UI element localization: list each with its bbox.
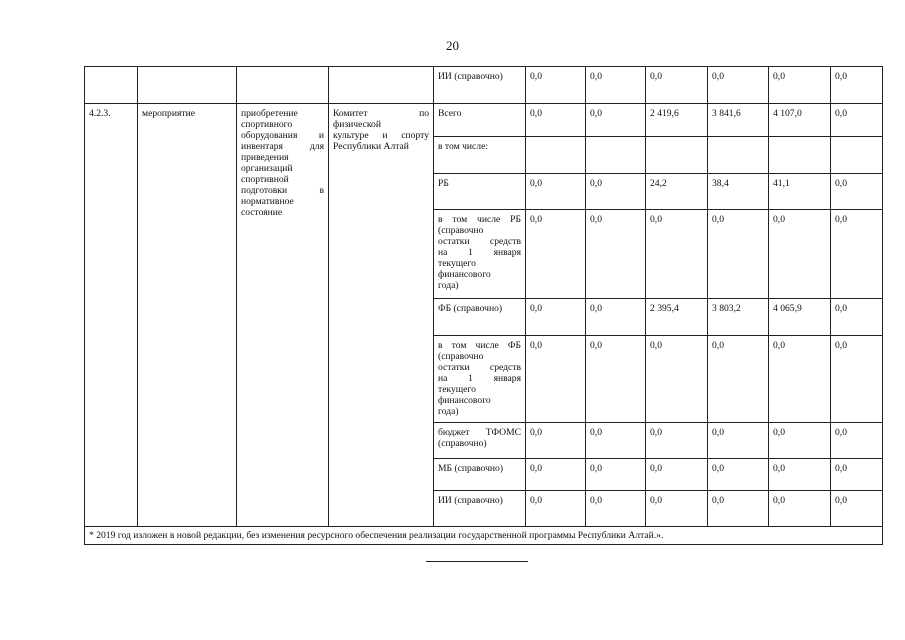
value-cell	[769, 137, 831, 174]
value-cell: 0,0	[708, 423, 769, 459]
table-body	[85, 67, 883, 545]
item-name-line: приобретение	[241, 108, 298, 119]
value-cell: 0,0	[831, 336, 883, 423]
value-cell: 2 419,6	[646, 104, 708, 137]
source-cell-line: (справочно	[438, 225, 484, 236]
value-cell: 0,0	[708, 459, 769, 491]
value-cell: 2 395,4	[646, 299, 708, 336]
source-cell	[434, 459, 526, 491]
value-cell	[526, 137, 586, 174]
source-cell	[434, 137, 526, 174]
item-executor	[329, 104, 434, 527]
value-cell: 0,0	[586, 67, 646, 104]
item-name-line: нормативное	[241, 196, 294, 207]
value-cell: 0,0	[526, 423, 586, 459]
source-cell-line: в том числе РБ	[438, 214, 521, 225]
source-cell-line: в том числе:	[438, 141, 489, 152]
value-cell: 0,0	[526, 210, 586, 299]
source-cell	[434, 423, 526, 459]
value-cell: 0,0	[646, 491, 708, 527]
value-cell: 41,1	[769, 174, 831, 210]
source-cell	[434, 174, 526, 210]
source-cell-line: на 1 января	[438, 373, 521, 384]
value-cell: 4 107,0	[769, 104, 831, 137]
source-cell-line: финансового	[438, 269, 491, 280]
source-cell-line: остатки средств	[438, 236, 521, 247]
value-cell: 0,0	[526, 491, 586, 527]
source-cell-line: на 1 января	[438, 247, 521, 258]
value-cell: 0,0	[831, 67, 883, 104]
source-cell-line: текущего	[438, 258, 476, 269]
value-cell: 3 803,2	[708, 299, 769, 336]
item-name-line: спортивной	[241, 174, 289, 185]
item-name	[237, 104, 329, 527]
value-cell: 0,0	[586, 174, 646, 210]
value-cell: 0,0	[646, 423, 708, 459]
value-cell: 0,0	[646, 210, 708, 299]
value-cell: 38,4	[708, 174, 769, 210]
source-cell-line: (справочно	[438, 351, 484, 362]
value-cell: 0,0	[646, 336, 708, 423]
value-cell: 0,0	[769, 67, 831, 104]
item-name-line: инвентаря для	[241, 141, 324, 152]
funding-table	[84, 66, 883, 545]
value-cell: 0,0	[586, 459, 646, 491]
value-cell: 0,0	[526, 67, 586, 104]
value-cell: 0,0	[708, 67, 769, 104]
source-cell	[434, 336, 526, 423]
value-cell: 0,0	[708, 210, 769, 299]
value-cell: 4 065,9	[769, 299, 831, 336]
item-name-line: организаций	[241, 163, 293, 174]
value-cell	[708, 137, 769, 174]
value-cell: 0,0	[769, 423, 831, 459]
value-cell: 0,0	[586, 299, 646, 336]
value-cell: 0,0	[769, 210, 831, 299]
item-type: мероприятие	[138, 104, 237, 527]
source-cell-line: ИИ (справочно)	[438, 495, 503, 506]
value-cell: 0,0	[646, 67, 708, 104]
table-row	[85, 104, 883, 137]
source-cell: ИИ (справочно)	[434, 67, 526, 104]
source-cell-line: МБ (справочно)	[438, 463, 504, 474]
source-cell	[434, 104, 526, 137]
value-cell	[646, 137, 708, 174]
value-cell: 0,0	[831, 104, 883, 137]
value-cell: 0,0	[586, 210, 646, 299]
footnote: * 2019 год изложен в новой редакции, без изменения ресурсного обеспечения реализации государственной программы Республики Алтай.».	[85, 527, 883, 545]
value-cell: 0,0	[769, 491, 831, 527]
source-cell-line: финансового	[438, 395, 491, 406]
source-cell	[434, 491, 526, 527]
value-cell: 0,0	[526, 104, 586, 137]
source-cell-line: Всего	[438, 108, 462, 119]
value-cell: 0,0	[831, 210, 883, 299]
source-cell	[434, 299, 526, 336]
source-cell-line: остатки средств	[438, 362, 521, 373]
source-cell-line: РБ	[438, 178, 449, 189]
value-cell: 24,2	[646, 174, 708, 210]
value-cell: 0,0	[831, 423, 883, 459]
item-executor-line: Комитет по	[333, 108, 429, 119]
empty-cell	[85, 67, 138, 104]
item-executor-line: культуре и спорту	[333, 130, 429, 141]
value-cell: 0,0	[831, 174, 883, 210]
value-cell: 0,0	[769, 459, 831, 491]
item-executor-line: физической	[333, 119, 381, 130]
value-cell: 0,0	[708, 336, 769, 423]
value-cell: 0,0	[526, 174, 586, 210]
value-cell: 0,0	[526, 459, 586, 491]
source-cell-line: года)	[438, 406, 459, 417]
item-executor-line: Республики Алтай	[333, 141, 409, 152]
item-name-line: приведения	[241, 152, 289, 163]
empty-cell	[237, 67, 329, 104]
value-cell: 0,0	[831, 299, 883, 336]
source-cell-line: в том числе ФБ	[438, 340, 521, 351]
end-line	[426, 561, 528, 562]
item-name-line: спортивного	[241, 119, 293, 130]
value-cell: 0,0	[586, 104, 646, 137]
value-cell: 0,0	[586, 491, 646, 527]
footnote-row	[85, 527, 883, 545]
item-name-line: состояние	[241, 207, 283, 218]
value-cell	[586, 137, 646, 174]
source-cell-line: бюджет ТФОМС	[438, 427, 521, 438]
value-cell: 0,0	[526, 336, 586, 423]
table-row	[85, 67, 883, 104]
empty-cell	[329, 67, 434, 104]
source-cell-line: (справочно)	[438, 438, 487, 449]
value-cell: 0,0	[831, 459, 883, 491]
value-cell: 0,0	[586, 336, 646, 423]
value-cell: 3 841,6	[708, 104, 769, 137]
empty-cell	[138, 67, 237, 104]
value-cell: 0,0	[526, 299, 586, 336]
page-number: 20	[446, 38, 459, 53]
value-cell: 0,0	[708, 491, 769, 527]
value-cell	[831, 137, 883, 174]
source-cell	[434, 210, 526, 299]
value-cell: 0,0	[646, 459, 708, 491]
value-cell: 0,0	[831, 491, 883, 527]
item-name-line: подготовки в	[241, 185, 324, 196]
source-cell-line: ФБ (справочно)	[438, 303, 503, 314]
value-cell: 0,0	[586, 423, 646, 459]
source-cell-line: текущего	[438, 384, 476, 395]
item-number: 4.2.3.	[85, 104, 138, 527]
source-cell-line: года)	[438, 280, 459, 291]
value-cell: 0,0	[769, 336, 831, 423]
item-name-line: оборудования и	[241, 130, 324, 141]
